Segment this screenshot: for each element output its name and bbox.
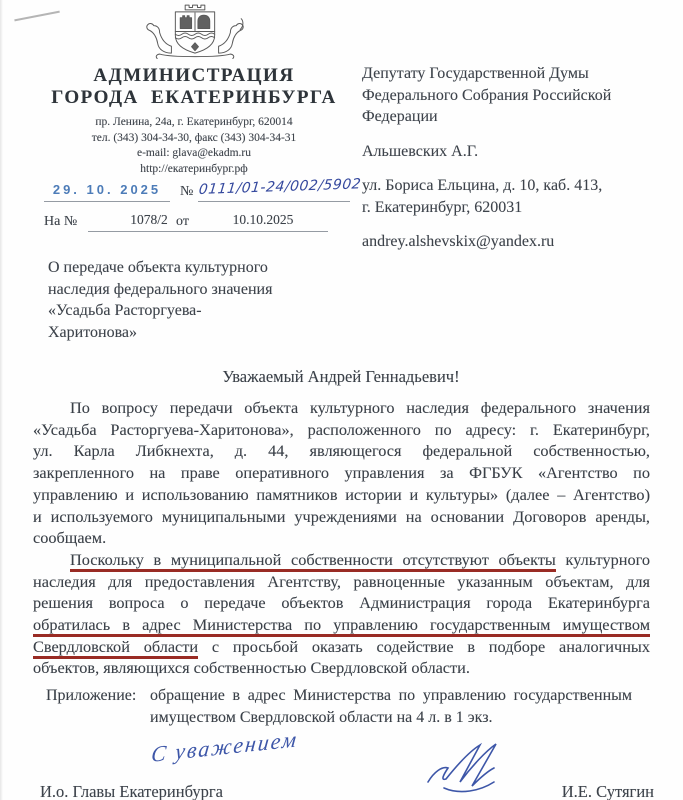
salutation: Уважаемый Андрей Геннадьевич!	[222, 367, 460, 386]
text-line	[362, 128, 664, 141]
letter-body	[33, 397, 650, 679]
text-line: г. Екатеринбург, 620031	[362, 198, 523, 216]
reply-number-label: На №	[44, 214, 78, 229]
body-line: Поскольку в муниципальной собственности отсутствуют объекты культурного	[33, 549, 650, 571]
registration-block	[40, 176, 370, 240]
text-line: andrey.alshevskix@yandex.ru	[362, 233, 555, 250]
body-line: объектов, являющихся собственностью Свердловской области.	[33, 658, 470, 678]
body-line: управлению и использованию памятников истории и культуры» (далее – Агентство)	[33, 484, 650, 504]
red-underline-mark: обратилась в адрес Министерства по управлению государственным имуществом	[33, 615, 650, 637]
text-line: ул. Бориса Ельцина, д. 10, каб. 413,	[362, 177, 603, 194]
outgoing-number-field	[198, 176, 362, 202]
attachment-text	[150, 685, 632, 729]
handwritten-closing: С уважением	[150, 726, 300, 767]
text-line: e-mail: glava@ekadm.ru	[136, 147, 252, 159]
reply-date-field	[198, 212, 328, 232]
text-line: Харитонова»	[48, 323, 138, 341]
scan-artifact-line	[14, 11, 59, 21]
organization-name	[28, 65, 360, 109]
text-line: http://екатеринбург.рф	[140, 162, 248, 175]
body-line: и используемого муниципальными учреждениями на основании Договоров аренды,	[33, 506, 650, 526]
signer-name: И.Е. Сутягин	[561, 782, 654, 800]
outgoing-date-field	[44, 182, 170, 202]
org-name-line1: АДМИНИСТРАЦИЯ	[93, 65, 295, 86]
attachment-block	[46, 685, 652, 729]
body-line: сообщаем.	[33, 528, 107, 548]
coat-of-arms-icon	[126, 2, 264, 59]
organization-contacts	[28, 115, 360, 177]
text-line: пр. Ленина, 24а, г. Екатеринбург, 620014	[95, 116, 293, 128]
reply-number-value: 1078/2	[130, 212, 168, 227]
reply-date-value: 10.10.2025	[232, 212, 294, 227]
body-line: «Усадьба Расторгуева-Харитонова», расположенного по адресу: г. Екатеринбург,	[33, 419, 650, 439]
signature-row	[40, 782, 654, 800]
org-name-line2: ГОРОДА ЕКАТЕРИНБУРГА	[51, 87, 337, 108]
text-line: Федерального Собрания Российской	[362, 86, 612, 104]
reply-number-field	[88, 212, 210, 232]
text-line: Альшевских А.Г.	[362, 142, 479, 160]
red-underline-mark: Поскольку в муниципальной собственности отсутствуют объекты	[70, 550, 556, 572]
text-line	[362, 162, 664, 175]
text-line: О передаче объекта культурного	[48, 259, 268, 276]
body-line: закрепленного на праве оперативного управления за ФГБУК «Агентство по	[33, 463, 650, 483]
handwritten-number: 0111/01-24/002/5902	[198, 176, 362, 198]
body-line: Свердловской области с просьбой оказать содействие в подборе аналогичных	[33, 636, 650, 658]
red-underline-mark: Свердловской области	[33, 637, 198, 659]
body-line: наследия для предоставления Агентству, равноценные указанным объектам, для	[33, 571, 650, 591]
text-line: Федерации	[362, 108, 438, 125]
recipient-block	[362, 63, 664, 253]
body-line: решения вопроса о передаче объектов Администрация города Екатеринбурга	[33, 593, 650, 613]
number-label: №	[180, 184, 194, 199]
from-label: от	[176, 214, 189, 229]
body-line: ул. Карла Либкнехта, д. 44, являющегося федеральной собственностью,	[33, 441, 650, 461]
text-line: «Усадьба Расторгуева-	[48, 302, 202, 319]
attachment-label: Приложение:	[46, 687, 137, 704]
text-line	[362, 218, 664, 231]
text-line: имуществом Свердловской области на 4 л. в 1 экз.	[150, 709, 493, 726]
body-line: По вопросу передачи объекта культурного наследия федерального значения	[70, 398, 650, 417]
text-line: наследия федерального значения	[48, 280, 273, 298]
text-line: обращение в адрес Министерства по управлению государственным	[150, 687, 632, 704]
subject-block	[48, 257, 348, 343]
signer-title: И.о. Главы Екатеринбурга	[40, 782, 223, 800]
date-stamp: 29. 10. 2025	[52, 182, 162, 197]
body-line	[33, 614, 650, 636]
text-line: Депутату Государственной Думы	[362, 65, 589, 82]
text-line: тел. (343) 304-34-30, факс (343) 304-34-31	[91, 131, 297, 144]
